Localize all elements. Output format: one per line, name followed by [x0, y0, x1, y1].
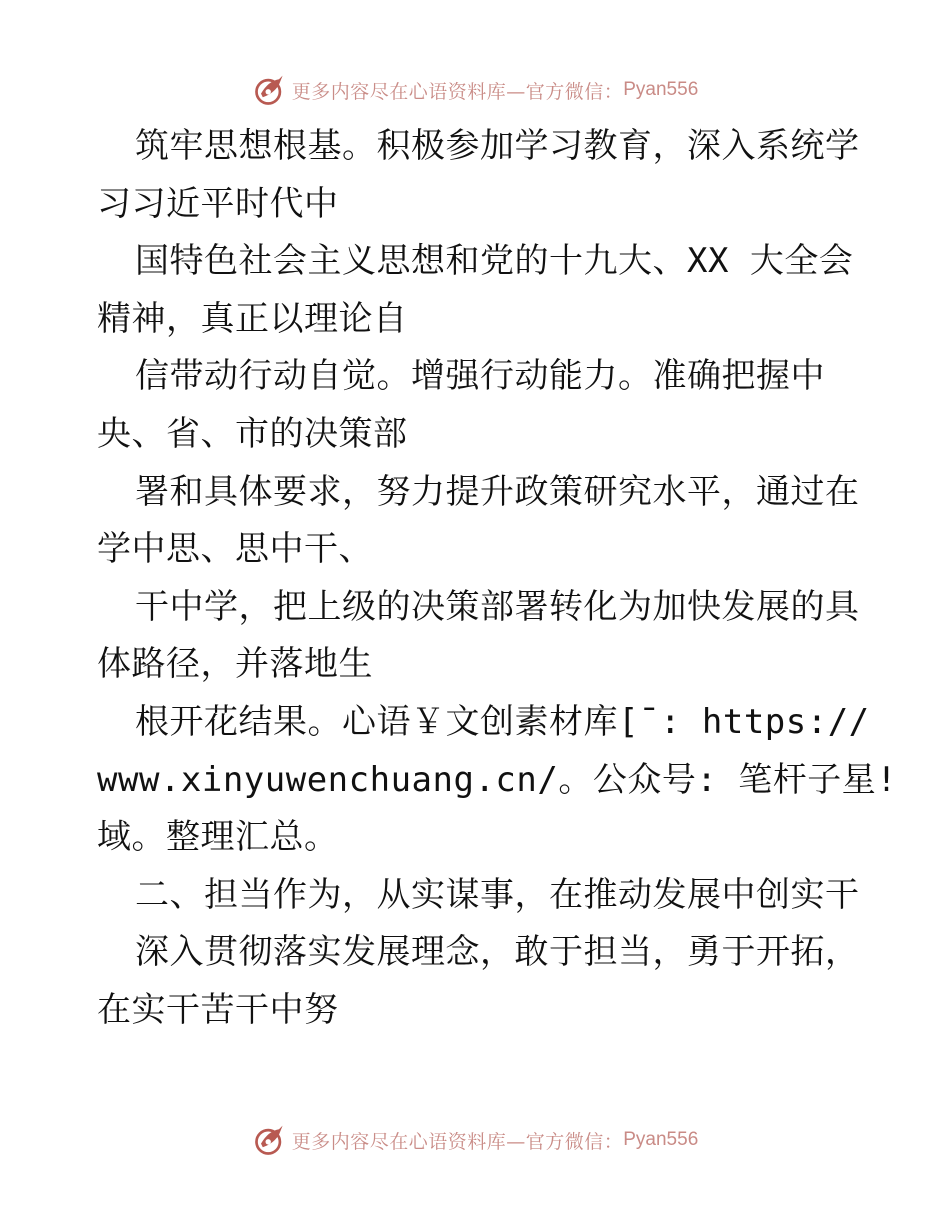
text-line: 在实干苦干中努 [97, 989, 339, 1030]
pen-logo-icon [252, 1122, 288, 1158]
footer-banner [0, 1120, 950, 1160]
header-banner-wechat-id: Pyan556 [623, 79, 699, 100]
section-heading: 二、担当作为，从实谋事，在推动发展中创实干 [135, 874, 860, 915]
text-line: 国特色社会主义思想和党的十九大、XX 大全会 [135, 241, 854, 282]
text-line: 域。整理汇总。 [97, 817, 339, 858]
text-line: 筑牢思想根基。积极参加学习教育，深入系统学 [135, 126, 860, 166]
text-line: www.xinyuwenchuang.cn/。公众号: 笔杆子星! [97, 759, 898, 800]
document-body [97, 118, 898, 1040]
footer-banner-wechat-id: Pyan556 [623, 1129, 699, 1150]
pen-logo-icon [252, 72, 288, 108]
text-line: 署和具体要求，努力提升政策研究水平，通过在 [135, 471, 860, 512]
text-line: 精神，真正以理论自 [97, 298, 408, 339]
text-line: 根开花结果。心语￥文创素材库[¯: https:// [135, 701, 870, 742]
text-line: 信带动行动自觉。增强行动能力。准确把握中 [135, 356, 825, 397]
text-line: 央、省、市的决策部 [97, 413, 408, 454]
text-line: 体路径，并落地生 [97, 644, 373, 685]
text-line: 干中学，把上级的决策部署转化为加快发展的具 [135, 586, 860, 627]
text-line: 学中思、思中干、 [97, 529, 373, 570]
text-line: 习习近平时代中 [97, 183, 339, 224]
header-banner-text: 更多内容尽在心语资料库—官方微信： [291, 80, 624, 103]
footer-banner-text: 更多内容尽在心语资料库—官方微信： [291, 1130, 624, 1153]
text-line: 深入贯彻落实发展理念，敢于担当，勇于开拓， [135, 932, 860, 973]
header-banner [0, 70, 950, 110]
